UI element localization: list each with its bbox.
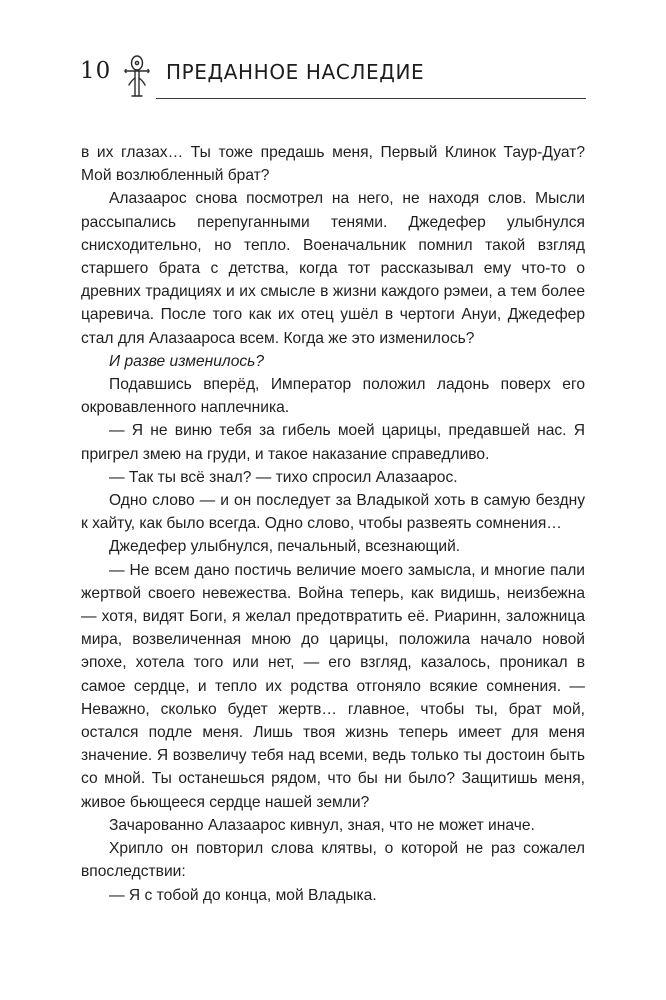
header-rule xyxy=(156,98,586,99)
paragraph: в их глазах… Ты тоже предашь меня, Первый Клинок Таур-Дуат? Мой возлюбленный брат? xyxy=(81,144,585,185)
paragraph: Хрипло он повторил слова клятвы, о которой не раз сожалел впоследствии: xyxy=(81,840,585,881)
dialogue-line: — Я с тобой до конца, мой Владыка. xyxy=(109,886,377,904)
dialogue-line: — Не всем дано постичь величие моего замысла, и многие пали жертвой своего невежества. Война теперь, как видишь, неизбежна — хотя, видят Боги, я желал предотвратить её. Риаринн, заложница мира, возвеличенная мною до царицы, положила начало новой эпохе, хотела того или нет, — его взгляд, казалось, проникал в самое сердце, и тепло их родства отгоняло всякие сомнения. — Неважно, сколько будет жертв… главное, чтобы ты, брат мой, остался подле меня. Лишь твоя жизнь теперь имеет для меня значение. Я возвеличу тебя над всеми, ведь только ты достоин быть со мной. Ты останешься рядом, что бы ни было? Защитишь меня, живое бьющееся сердце нашей земли? xyxy=(81,561,585,811)
dialogue-line: — Я не виню тебя за гибель моей царицы, предавшей нас. Я пригрел змею на груди, и такое наказание справедливо. xyxy=(81,422,585,463)
paragraph: Алазаарос снова посмотрел на него, не находя слов. Мысли рассыпались перепуганными тенями. Джедефер улыбнулся снисходительно, но тепло. Военачальник помнил такой взгляд старшего брата с детства, когда тот рассказывал ему что-то о древних традициях и их смысле в жизни каждого рэмеи, а тем более царевича. После того как их отец ушёл в чертоги Ануи, Джедефер стал для Алазаароса всем. Когда же это изменилось? xyxy=(81,190,585,347)
body-text xyxy=(81,141,585,907)
paragraph: Зачарованно Алазаарос кивнул, зная, что не может иначе. xyxy=(109,816,535,834)
paragraph: Подавшись вперёд, Император положил ладонь поверх его окровавленного наплечника. xyxy=(81,376,585,417)
book-title: ПРЕДАННОЕ НАСЛЕДИЕ xyxy=(166,60,425,84)
paragraph: Джедефер улыбнулся, печальный, всезнающий. xyxy=(109,538,461,556)
dialogue-line: — Так ты всё знал? — тихо спросил Алазаарос. xyxy=(109,468,458,486)
running-header xyxy=(80,52,586,98)
paragraph-italic: И разве изменилось? xyxy=(109,352,265,370)
ankh-icon xyxy=(122,54,152,98)
paragraph: Одно слово — и он последует за Владыкой хоть в самую бездну к хайту, как было всегда. Одно слово, чтобы развеять сомнения… xyxy=(81,492,585,533)
page-number: 10 xyxy=(80,58,112,84)
